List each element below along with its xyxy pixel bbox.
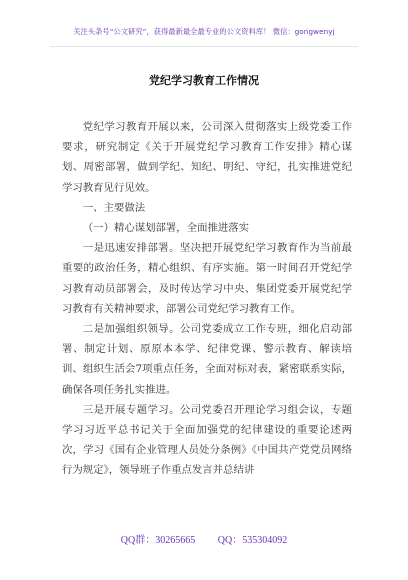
body-paragraph: 三是开展专题学习。公司党委召开理论学习组会议，专题学习习近平总书记关于全面加强党的纪律建设的重要论述两次，学习《国有企业管理人员处分条例》《中国共产党党员网络行为规定》，领导班子作重点发言并总结讲 (62, 403, 352, 477)
header-promo-text: 关注头条号“公文研究”，获得最新最全最专业的公文资料库！ 微信：gongwenyj (73, 27, 335, 36)
body-paragraph: 二是加强组织领导。公司党委成立工作专班，细化启动部署、制定计划、原原本本学、纪律党课、警示教育、解读培训、组织生活会7项重点任务，全面对标对表，紧密联系实际，确保各项任务扎实推进。 (62, 323, 352, 396)
footer-qq: QQ：535304092 (217, 535, 288, 546)
document-title: 党纪学习教育工作情况 (149, 74, 259, 87)
footer-qq-group: QQ群：30265665 (120, 535, 196, 546)
document-body (62, 117, 352, 481)
subsection-heading: （一）精心谋划部署，全面推进落实 (82, 222, 250, 235)
footer-contact (0, 531, 408, 546)
intro-paragraph: 党纪学习教育开展以来，公司深入贯彻落实上级党委工作要求，研究制定《关于开展党纪学习教育工作安排》精心谋划、周密部署，做到学纪、知纪、明纪、守纪，扎实推进党纪学习教育见行见效。 (62, 121, 352, 194)
body-paragraph: 一是迅速安排部署。坚决把开展党纪学习教育作为当前最重要的政治任务，精心组织、有序实施。第一时间召开党纪学习教育动员部署会，及时传达学习中央、集团党委开展党纪学习教育有关精神要求，部署公司党纪学习教育工作。 (62, 242, 352, 315)
header-divider (50, 46, 358, 47)
section-heading: 一、主要做法 (82, 201, 146, 214)
